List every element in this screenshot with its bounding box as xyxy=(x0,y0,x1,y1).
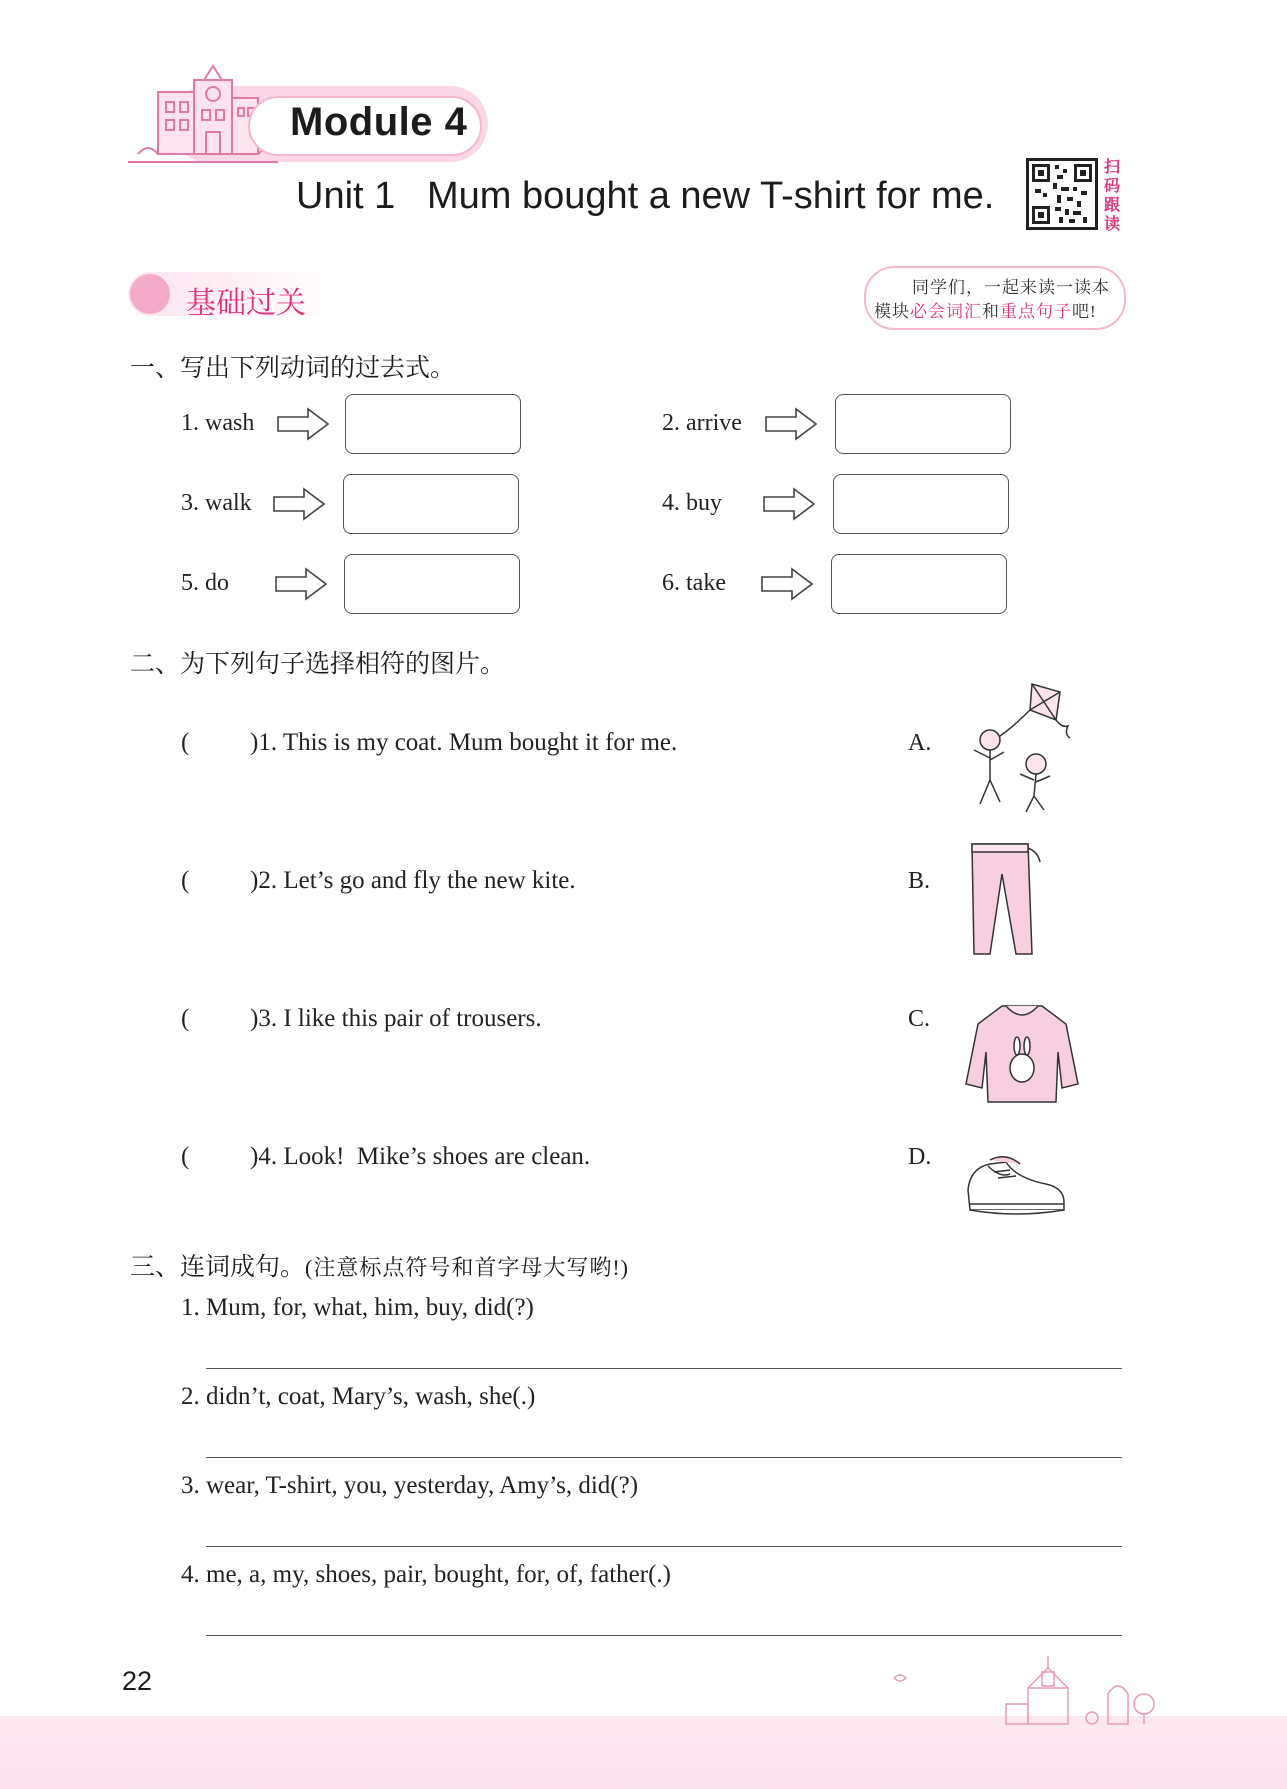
option-letter: D. xyxy=(908,1144,932,1170)
verb-label: 3. walk xyxy=(181,490,252,516)
answer-blank[interactable] xyxy=(196,866,248,898)
option-letter: C. xyxy=(908,1006,931,1032)
option-letter: A. xyxy=(908,730,932,756)
answer-box[interactable] xyxy=(831,554,1007,614)
arrow-right-icon xyxy=(764,407,818,441)
tip-line-2: 模块必会词汇和重点句子吧! xyxy=(874,302,1097,321)
section-title-basic: 基础过关 xyxy=(186,287,306,320)
module-title: Module 4 xyxy=(290,100,468,144)
match-sentence: )4. Look! Mike’s shoes are clean. xyxy=(250,1143,591,1170)
part2-title: 二、为下列句子选择相符的图片。 xyxy=(130,650,506,678)
verb-label: 1. wash xyxy=(181,410,255,436)
answer-line[interactable] xyxy=(206,1635,1122,1636)
castle-decoration-icon xyxy=(880,1648,1170,1728)
qr-code-icon[interactable] xyxy=(1026,158,1098,230)
answer-blank[interactable] xyxy=(196,1004,248,1036)
answer-box[interactable] xyxy=(343,474,519,534)
children-flying-kite-icon xyxy=(960,680,1072,816)
answer-line[interactable] xyxy=(206,1546,1122,1547)
match-paren: ( xyxy=(181,867,190,894)
answer-box[interactable] xyxy=(835,394,1011,454)
tip-line-1: 同学们，一起来读一读本 xyxy=(912,278,1110,297)
match-paren: ( xyxy=(181,1143,190,1170)
word-order-prompt: 4. me, a, my, shoes, pair, bought, for, of, father(.) xyxy=(181,1561,671,1588)
answer-line[interactable] xyxy=(206,1457,1122,1458)
answer-box[interactable] xyxy=(833,474,1009,534)
shoes-icon xyxy=(960,1144,1072,1228)
verb-label: 6. take xyxy=(662,570,726,596)
arrow-right-icon xyxy=(760,567,814,601)
part3-title: 三、连词成句。(注意标点符号和首字母大写哟!) xyxy=(130,1253,629,1281)
unit-title: Unit 1 Mum bought a new T-shirt for me. xyxy=(296,175,995,217)
word-order-prompt: 2. didn’t, coat, Mary’s, wash, she(.) xyxy=(181,1383,536,1410)
answer-blank[interactable] xyxy=(196,1142,248,1174)
part1-title: 一、写出下列动词的过去式。 xyxy=(130,354,456,382)
page-number: 22 xyxy=(122,1666,153,1696)
verb-label: 2. arrive xyxy=(662,410,742,436)
verb-label: 4. buy xyxy=(662,490,722,516)
answer-box[interactable] xyxy=(345,394,521,454)
match-paren: ( xyxy=(181,1005,190,1032)
arrow-right-icon xyxy=(762,487,816,521)
word-order-prompt: 3. wear, T-shirt, you, yesterday, Amy’s, did(?) xyxy=(181,1472,639,1499)
match-sentence: )3. I like this pair of trousers. xyxy=(250,1005,542,1032)
arrow-right-icon xyxy=(272,487,326,521)
match-sentence: )1. This is my coat. Mum bought it for me. xyxy=(250,729,678,756)
arrow-right-icon xyxy=(276,407,330,441)
globe-icon xyxy=(130,274,170,314)
arrow-right-icon xyxy=(274,567,328,601)
match-paren: ( xyxy=(181,729,190,756)
answer-blank[interactable] xyxy=(196,728,248,760)
coat-icon xyxy=(962,998,1082,1108)
word-order-prompt: 1. Mum, for, what, him, buy, did(?) xyxy=(181,1294,534,1321)
trousers-icon xyxy=(962,834,1044,962)
answer-line[interactable] xyxy=(206,1368,1122,1369)
match-sentence: )2. Let’s go and fly the new kite. xyxy=(250,867,576,894)
option-letter: B. xyxy=(908,868,931,894)
verb-label: 5. do xyxy=(181,570,229,596)
answer-box[interactable] xyxy=(344,554,520,614)
qr-caption: 扫 码 跟 读 xyxy=(1104,159,1121,233)
